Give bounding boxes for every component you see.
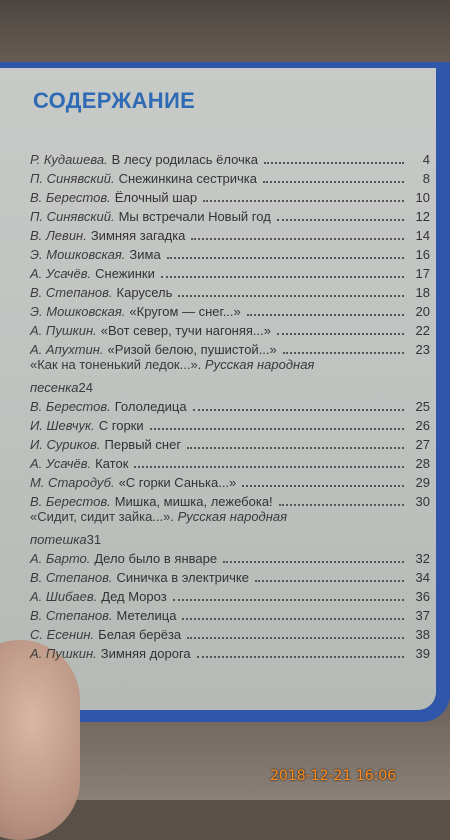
table-of-contents: [30, 148, 430, 661]
page-number: 29: [415, 475, 430, 490]
page-number: 38: [415, 627, 430, 642]
entry-author: В. Берестов.: [30, 399, 111, 414]
page-number: 16: [415, 247, 430, 262]
dot-leader: [197, 655, 404, 658]
entry-title: В лесу родилась ёлочка: [111, 152, 258, 167]
entry-author: В. Степанов.: [30, 570, 113, 585]
entry-author: В. Левин.: [30, 228, 87, 243]
dot-leader: [178, 294, 404, 297]
toc-entry: [30, 642, 430, 661]
dot-leader: [161, 275, 404, 278]
toc-entry: [30, 395, 430, 414]
page-number: 12: [415, 209, 430, 224]
entry-title: Мы встречали Новый год: [118, 209, 271, 224]
page-number: 24: [78, 380, 93, 395]
entry-note: Русская народная: [177, 509, 288, 524]
page-number: 25: [415, 399, 430, 414]
entry-author: А. Усачёв.: [30, 266, 92, 281]
entry-author: В. Степанов.: [30, 608, 113, 623]
entry-title: «С горки Санька...»: [118, 475, 237, 490]
entry-title: Гололедица: [114, 399, 187, 414]
entry-title: Белая берёза: [98, 627, 182, 642]
dot-leader: [187, 636, 404, 639]
dot-leader: [182, 617, 404, 620]
entry-title: Карусель: [116, 285, 173, 300]
toc-entry: [30, 471, 430, 490]
dot-leader: [187, 446, 404, 449]
entry-author: А. Барто.: [30, 551, 91, 566]
page-number: 18: [415, 285, 430, 300]
toc-entry: [30, 167, 430, 186]
toc-entry: [30, 319, 430, 338]
toc-entry: [30, 262, 430, 281]
entry-author: Э. Мошковская.: [30, 247, 126, 262]
toc-entry: [30, 604, 430, 623]
page-number: 36: [415, 589, 430, 604]
toc-entry: [30, 300, 430, 319]
toc-entry: [30, 585, 430, 604]
entry-author: А. Усачёв.: [30, 456, 92, 471]
entry-title: Синичка в электричке: [116, 570, 249, 585]
toc-entry: [30, 281, 430, 300]
toc-entry: [30, 148, 430, 167]
page-heading: СОДЕРЖАНИЕ: [33, 88, 196, 113]
page-number: 27: [415, 437, 430, 452]
entry-author: Р. Кудашева.: [30, 152, 108, 167]
page-number: 20: [415, 304, 430, 319]
entry-note-cont: потешка: [30, 532, 87, 547]
page-number: 31: [86, 532, 102, 547]
entry-title: «Вот север, тучи нагоняя...»: [100, 323, 272, 338]
dot-leader: [247, 313, 404, 316]
entry-author: В. Берестов.: [30, 190, 111, 205]
entry-author: А. Апухтин.: [30, 342, 104, 357]
entry-note: Русская народная: [204, 357, 315, 372]
dot-leader: [173, 598, 404, 601]
toc-entry: [30, 414, 430, 433]
toc-entry: [30, 338, 430, 357]
page-number: 23: [415, 342, 430, 357]
entry-author: А. Шибаев.: [30, 589, 98, 604]
finger: [0, 640, 80, 840]
entry-author: И. Суриков.: [30, 437, 101, 452]
toc-entry: [30, 547, 430, 566]
toc-entry: [30, 509, 430, 547]
dot-leader: [203, 199, 404, 202]
toc-entry: [30, 205, 430, 224]
entry-title: Зимняя дорога: [100, 646, 191, 661]
entry-title: Каток: [95, 456, 129, 471]
toc-entry: [30, 357, 430, 395]
page-number: 22: [415, 323, 430, 338]
toc-entry: [30, 433, 430, 452]
dot-leader: [255, 579, 404, 582]
toc-entry: [30, 566, 430, 585]
entry-title: Зимняя загадка: [90, 228, 186, 243]
entry-author: В. Берестов.: [30, 494, 111, 509]
dot-leader: [283, 351, 404, 354]
dot-leader: [223, 560, 404, 563]
toc-entry: [30, 224, 430, 243]
dot-leader: [150, 427, 404, 430]
entry-title: Метелица: [116, 608, 177, 623]
entry-title: Дело было в январе: [94, 551, 218, 566]
page-number: 39: [415, 646, 430, 661]
entry-title: Дед Мороз: [101, 589, 167, 604]
dot-leader: [263, 180, 404, 183]
entry-title: Снежинки: [95, 266, 155, 281]
entry-title: «Как на тоненький ледок...».: [30, 357, 202, 372]
dot-leader: [277, 218, 404, 221]
page-number: 8: [422, 171, 430, 186]
dot-leader: [279, 503, 404, 506]
dot-leader: [242, 484, 404, 487]
toc-entry: [30, 490, 430, 509]
entry-title: Снежинкина сестричка: [118, 171, 257, 186]
dot-leader: [191, 237, 404, 240]
entry-title: Первый снег: [104, 437, 182, 452]
entry-title: «Ризой белою, пушистой...»: [107, 342, 277, 357]
page-number: 28: [415, 456, 430, 471]
page-number: 14: [415, 228, 430, 243]
dot-leader: [277, 332, 404, 335]
entry-title: Ёлочный шар: [114, 190, 198, 205]
entry-author: П. Синявский.: [30, 171, 115, 186]
entry-title: «Сидит, сидит зайка...».: [30, 509, 174, 524]
page-number: 4: [422, 152, 430, 167]
entry-author: А. Пушкин.: [30, 323, 97, 338]
toc-entry: [30, 452, 430, 471]
page-number: 26: [415, 418, 430, 433]
entry-author: С. Есенин.: [30, 627, 95, 642]
entry-author: А. Пушкин.: [30, 646, 97, 661]
toc-entry: [30, 186, 430, 205]
entry-author: В. Степанов.: [30, 285, 113, 300]
dot-leader: [167, 256, 404, 259]
page-number: 17: [415, 266, 430, 281]
entry-note-cont: песенка: [30, 380, 79, 395]
entry-author: П. Синявский.: [30, 209, 115, 224]
entry-title: «Кругом — снег...»: [129, 304, 241, 319]
page-number: 34: [415, 570, 430, 585]
entry-title: Зима: [129, 247, 161, 262]
page-number: 32: [415, 551, 430, 566]
page-number: 37: [415, 608, 430, 623]
dot-leader: [134, 465, 404, 468]
toc-entry: [30, 243, 430, 262]
entry-author: Э. Мошковская.: [30, 304, 126, 319]
dot-leader: [264, 161, 404, 164]
entry-author: И. Шевчук.: [30, 418, 95, 433]
entry-title: С горки: [98, 418, 144, 433]
entry-author: М. Стародуб.: [30, 475, 115, 490]
entry-title: Мишка, мишка, лежебока!: [114, 494, 273, 509]
photo-timestamp: 2018-12-21 16:06: [270, 768, 397, 784]
page-number: 10: [415, 190, 430, 205]
toc-entry: [30, 623, 430, 642]
dot-leader: [193, 408, 404, 411]
page-number: 30: [415, 494, 430, 509]
